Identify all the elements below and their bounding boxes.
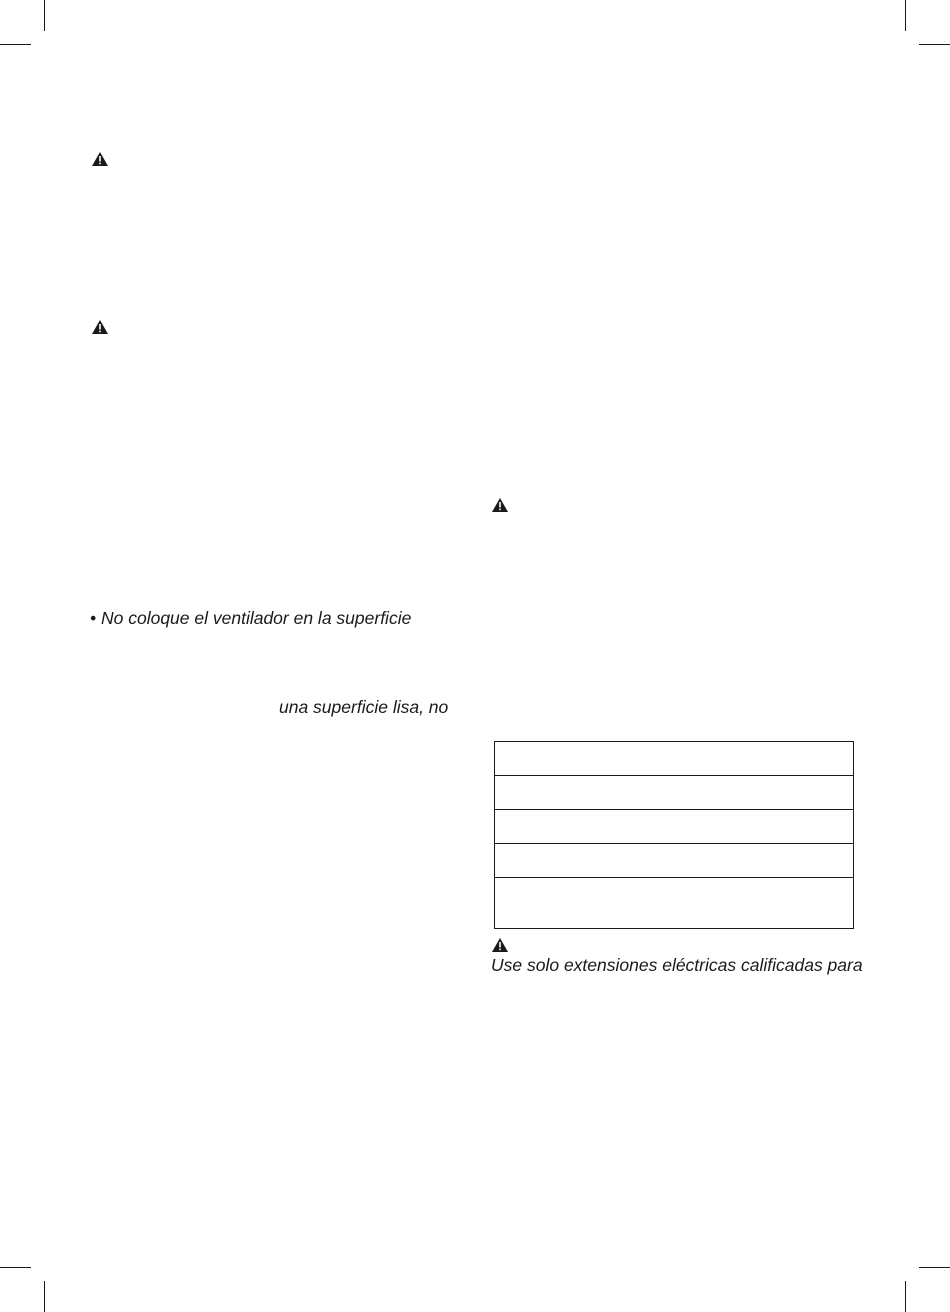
- table-row: [495, 878, 854, 929]
- table-cell: [495, 810, 854, 844]
- table-cell: [495, 776, 854, 810]
- table-row: [495, 844, 854, 878]
- crop-mark-bottom-left-vertical: [44, 1281, 45, 1312]
- spec-table: [494, 741, 854, 929]
- crop-mark-bottom-left-horizontal: [0, 1267, 31, 1268]
- crop-mark-top-right-vertical: [905, 0, 906, 31]
- table-cell: [495, 878, 854, 929]
- surface-line: una superficie lisa, no: [279, 697, 449, 717]
- table-cell: [495, 844, 854, 878]
- bullet-line: • No coloque el ventilador en la superficie: [90, 608, 412, 628]
- crop-mark-top-right-horizontal: [919, 44, 950, 45]
- crop-mark-top-left-vertical: [44, 0, 45, 31]
- crop-mark-bottom-right-vertical: [905, 1281, 906, 1312]
- warning-triangle-icon: [492, 498, 508, 512]
- table-cell: [495, 742, 854, 776]
- warning-triangle-icon: [92, 320, 108, 334]
- table-row: [495, 776, 854, 810]
- table-row: [495, 810, 854, 844]
- table-row: [495, 742, 854, 776]
- warning-triangle-icon: [492, 938, 508, 952]
- extension-warning-line: Use solo extensiones eléctricas calificadas para: [491, 955, 863, 975]
- warning-triangle-icon: [92, 152, 108, 166]
- crop-mark-bottom-right-horizontal: [919, 1267, 950, 1268]
- crop-mark-top-left-horizontal: [0, 44, 31, 45]
